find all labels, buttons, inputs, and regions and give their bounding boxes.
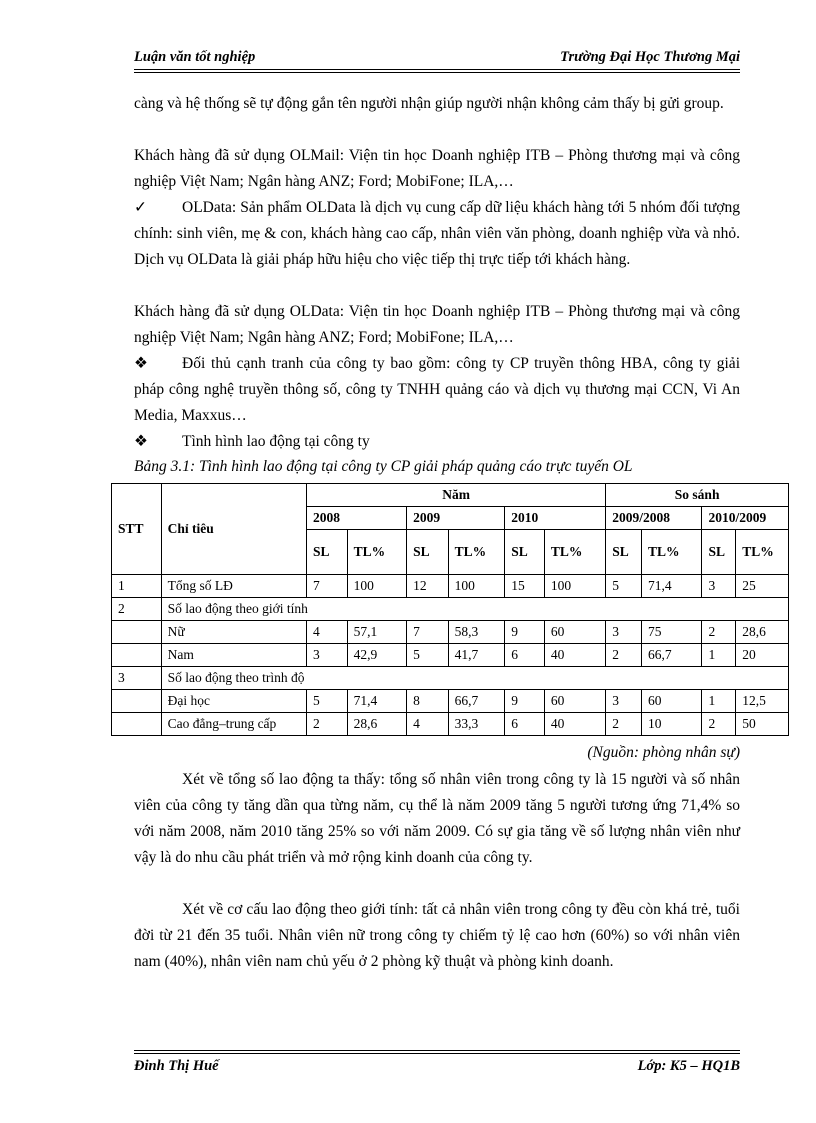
row-value: 3 bbox=[606, 690, 642, 713]
row-stt: 1 bbox=[112, 575, 162, 598]
row-label: Nữ bbox=[161, 621, 306, 644]
header-thesis-label: Luận văn tốt nghiệp bbox=[134, 49, 256, 65]
row-value: 100 bbox=[448, 575, 505, 598]
row-value: 60 bbox=[544, 621, 605, 644]
row-value: 71,4 bbox=[347, 690, 406, 713]
header-sl: SL bbox=[307, 530, 348, 575]
row-value: 28,6 bbox=[736, 621, 789, 644]
row-value: 5 bbox=[307, 690, 348, 713]
table-row bbox=[112, 598, 789, 621]
row-value: 3 bbox=[702, 575, 736, 598]
row-value: 9 bbox=[505, 690, 545, 713]
row-value: 1 bbox=[702, 644, 736, 667]
table-caption: Bảng 3.1: Tình hình lao động tại công ty CP giải pháp quảng cáo trực tuyến OL bbox=[134, 458, 633, 475]
header-comparison: So sánh bbox=[606, 484, 789, 507]
table-row bbox=[112, 644, 789, 667]
row-value: 60 bbox=[641, 690, 702, 713]
page-footer bbox=[134, 1050, 740, 1080]
row-value: 1 bbox=[702, 690, 736, 713]
row-value: 60 bbox=[544, 690, 605, 713]
table-row bbox=[112, 621, 789, 644]
row-stt bbox=[112, 713, 162, 736]
paragraph-gender-structure: Xét về cơ cấu lao động theo giới tính: tất cả nhân viên trong công ty đều còn khá trẻ, tuổi đời từ 21 đến 35 tuổi. Nhân viên nữ trong công ty chiếm tỷ lệ cao hơn (60%) so với nhân viên nam (40%), nhân viên nam chủ yếu ở 2 phòng kỹ thuật và phòng kinh doanh. bbox=[134, 901, 740, 970]
header-2010-2009: 2010/2009 bbox=[702, 507, 789, 530]
header-tl: TL% bbox=[641, 530, 702, 575]
row-value: 5 bbox=[407, 644, 449, 667]
header-tl: TL% bbox=[448, 530, 505, 575]
table-row bbox=[112, 667, 789, 690]
row-value: 25 bbox=[736, 575, 789, 598]
checkmark-icon: ✓ bbox=[134, 199, 147, 216]
header-university: Trường Đại Học Thương Mại bbox=[560, 49, 740, 65]
header-rule-double bbox=[134, 72, 740, 73]
header-sl: SL bbox=[702, 530, 736, 575]
paragraph-competitors-text: Đối thủ cạnh tranh của công ty bao gồm: công ty CP truyền thông HBA, công ty giải pháp công nghệ truyền thông số, công ty TNHH quảng cáo và dịch vụ thương mại CCN, Vi An Media, Maxxus… bbox=[134, 355, 740, 424]
row-value: 9 bbox=[505, 621, 545, 644]
header-sl: SL bbox=[505, 530, 545, 575]
row-value: 4 bbox=[307, 621, 348, 644]
header-sl: SL bbox=[407, 530, 449, 575]
row-value: 6 bbox=[505, 644, 545, 667]
footer-rule bbox=[134, 1050, 740, 1051]
row-value: 2 bbox=[606, 713, 642, 736]
row-value: 75 bbox=[641, 621, 702, 644]
header-2008: 2008 bbox=[307, 507, 407, 530]
row-value: 100 bbox=[347, 575, 406, 598]
row-value: 7 bbox=[307, 575, 348, 598]
table-row bbox=[112, 713, 789, 736]
table-body bbox=[112, 575, 789, 736]
row-value: 6 bbox=[505, 713, 545, 736]
table-source: (Nguồn: phòng nhân sự) bbox=[587, 744, 740, 761]
row-value: 20 bbox=[736, 644, 789, 667]
labor-table bbox=[111, 483, 789, 736]
row-value: 100 bbox=[544, 575, 605, 598]
row-value: 2 bbox=[606, 644, 642, 667]
row-value: 58,3 bbox=[448, 621, 505, 644]
row-value: 15 bbox=[505, 575, 545, 598]
header-tl: TL% bbox=[736, 530, 789, 575]
row-label: Nam bbox=[161, 644, 306, 667]
table-row bbox=[112, 690, 789, 713]
header-year: Năm bbox=[307, 484, 606, 507]
row-value: 41,7 bbox=[448, 644, 505, 667]
header-2009: 2009 bbox=[407, 507, 505, 530]
row-value: 66,7 bbox=[448, 690, 505, 713]
paragraph-labor bbox=[134, 429, 740, 455]
paragraph-oldata-text: OLData: Sản phẩm OLData là dịch vụ cung cấp dữ liệu khách hàng tới 5 nhóm đối tượng chính: sinh viên, mẹ & con, khách hàng cao cấp, nhân viên văn phòng, doanh nghiệp vừa và nhỏ. Dịch vụ OLData là giải pháp hữu hiệu cho việc tiếp thị trực tiếp tới khách hàng. bbox=[134, 199, 740, 268]
row-stt bbox=[112, 644, 162, 667]
paragraph-total-labor: Xét về tổng số lao động ta thấy: tổng số nhân viên trong công ty là 15 người và số nhân viên của công ty tăng dần qua từng năm, cụ thể là năm 2009 tăng 5 người tương ứng 71,4% so với năm 2008, năm 2010 tăng 25% so với năm 2009. Có sự gia tăng về số lượng nhân viên như vậy là do nhu cầu phát triển và mở rộng kinh doanh của công ty. bbox=[134, 771, 740, 866]
diamond-bullet-icon: ❖ bbox=[134, 355, 148, 372]
row-value: 57,1 bbox=[347, 621, 406, 644]
row-stt bbox=[112, 690, 162, 713]
row-value: 40 bbox=[544, 644, 605, 667]
row-value: 66,7 bbox=[641, 644, 702, 667]
header-stt: STT bbox=[112, 484, 162, 575]
row-value: 50 bbox=[736, 713, 789, 736]
footer-class: Lớp: K5 – HQ1B bbox=[637, 1058, 740, 1074]
page-header bbox=[134, 47, 740, 69]
header-indicator: Chỉ tiêu bbox=[161, 484, 306, 575]
row-stt bbox=[112, 621, 162, 644]
paragraph-competitors bbox=[134, 351, 740, 429]
row-section-label: Số lao động theo giới tính bbox=[161, 598, 788, 621]
header-tl: TL% bbox=[347, 530, 406, 575]
row-value: 28,6 bbox=[347, 713, 406, 736]
row-stt: 2 bbox=[112, 598, 162, 621]
row-value: 3 bbox=[307, 644, 348, 667]
row-value: 8 bbox=[407, 690, 449, 713]
row-value: 40 bbox=[544, 713, 605, 736]
header-sl: SL bbox=[606, 530, 642, 575]
header-2009-2008: 2009/2008 bbox=[606, 507, 702, 530]
paragraph-oldata bbox=[134, 195, 740, 273]
row-label: Đại học bbox=[161, 690, 306, 713]
paragraph-1: càng và hệ thống sẽ tự động gắn tên người nhận giúp người nhận không cảm thấy bị gửi group. bbox=[134, 95, 724, 112]
row-value: 10 bbox=[641, 713, 702, 736]
table-row bbox=[112, 575, 789, 598]
header-rule bbox=[134, 69, 740, 70]
row-value: 2 bbox=[702, 621, 736, 644]
row-value: 7 bbox=[407, 621, 449, 644]
paragraph-oldata-clients: Khách hàng đã sử dụng OLData: Viện tin học Doanh nghiệp ITB – Phòng thương mại và công nghiệp Việt Nam; Ngân hàng ANZ; Ford; MobiFone; ILA,… bbox=[134, 303, 740, 346]
paragraph-labor-text: Tình hình lao động tại công ty bbox=[182, 433, 370, 450]
row-stt: 3 bbox=[112, 667, 162, 690]
row-label: Tổng số LĐ bbox=[161, 575, 306, 598]
paragraph-olmail-clients: Khách hàng đã sử dụng OLMail: Viện tin học Doanh nghiệp ITB – Phòng thương mại và công nghiệp Việt Nam; Ngân hàng ANZ; Ford; MobiFone; ILA,… bbox=[134, 147, 740, 190]
footer-author: Đinh Thị Huế bbox=[134, 1058, 219, 1074]
diamond-bullet-icon: ❖ bbox=[134, 433, 148, 450]
row-value: 2 bbox=[702, 713, 736, 736]
row-value: 42,9 bbox=[347, 644, 406, 667]
row-value: 5 bbox=[606, 575, 642, 598]
row-label: Cao đẳng–trung cấp bbox=[161, 713, 306, 736]
row-value: 71,4 bbox=[641, 575, 702, 598]
header-2010: 2010 bbox=[505, 507, 606, 530]
row-section-label: Số lao động theo trình độ bbox=[161, 667, 788, 690]
footer-rule-double bbox=[134, 1053, 740, 1054]
row-value: 4 bbox=[407, 713, 449, 736]
row-value: 3 bbox=[606, 621, 642, 644]
row-value: 12,5 bbox=[736, 690, 789, 713]
header-tl: TL% bbox=[544, 530, 605, 575]
row-value: 33,3 bbox=[448, 713, 505, 736]
row-value: 12 bbox=[407, 575, 449, 598]
row-value: 2 bbox=[307, 713, 348, 736]
